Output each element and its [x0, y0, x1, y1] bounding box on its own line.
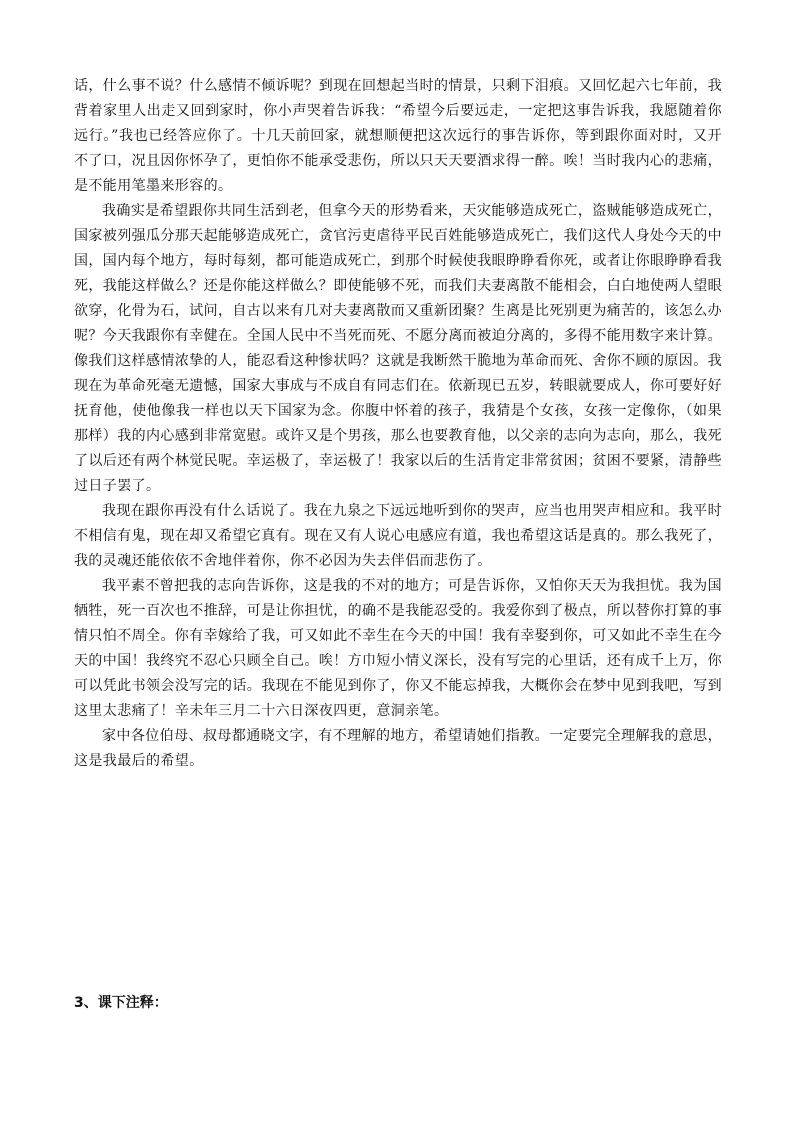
section-heading: 3、课下注释：	[74, 995, 168, 1011]
paragraph-5: 家中各位伯母、叔母都通晓文字，有不理解的地方，希望请她们指教。一定要完全理解我的意思，这是我最后的希望。	[74, 728, 722, 769]
paragraph-1: 话，什么事不说？什么感情不倾诉呢？到现在回想起当时的情景，只剩下泪痕。又回忆起六七年前，我背着家里人出走又回到家时，你小声哭着告诉我：“希望今后要远走，一定把这事告诉我，我愿随着你远行。”我也已经答应你了。十几天前回家，就想顺便把这次远行的事告诉你，等到跟你面对时，又开不了口，况且因你怀孕了，更怕你不能承受悲伤，所以只天天要酒求得一醉。唉！当时我内心的悲痛，是不能用笔墨来形容的。	[74, 78, 722, 194]
paragraph-4: 我平素不曾把我的志向告诉你，这是我的不对的地方；可是告诉你，又怕你天天为我担忧。我为国牺牲，死一百次也不推辞，可是让你担忧，的确不是我能忍受的。我爱你到了极点，所以替你打算的事情只怕不周全。你有幸嫁给了我，可又如此不幸生在今天的中国！我有幸娶到你，可又如此不幸生在今天的中国！我终究不忍心只顾全自己。唉！方巾短小情义深长，没有写完的心里话，还有成千上万，你可以凭此书领会没写完的话。我现在不能见到你了，你又不能忘掉我，大概你会在梦中见到我吧，写到这里太悲痛了！辛未年三月二十六日深夜四更，意洞亲笔。	[74, 578, 722, 719]
paragraph-3: 我现在跟你再没有什么话说了。我在九泉之下远远地听到你的哭声，应当也用哭声相应和。我平时不相信有鬼，现在却又希望它真有。现在又有人说心电感应有道，我也希望这话是真的。那么我死了，我的灵魂还能依依不舍地伴着你，你不必因为失去伴侣而悲伤了。	[74, 503, 722, 569]
paragraph-2: 我确实是希望跟你共同生活到老，但拿今天的形势看来，天灾能够造成死亡，盗贼能够造成死亡，国家被列强瓜分那天起能够造成死亡，贪官污吏虐待平民百姓能够造成死亡，我们这代人身处今天的中国，国内每个地方，每时每刻，都可能造成死亡，到那个时候使我眼睁睁看你死，或者让你眼睁睁看我死，我能这样做么？还是你能这样做么？即使能够不死，而我们夫妻离散不能相会，白白地使两人望眼欲穿，化骨为石，试问，自古以来有几对夫妻离散而又重新团聚？生离是比死别更为痛苦的，该怎么办呢？今天我跟你有幸健在。全国人民中不当死而死、不愿分离而被迫分离的，多得不能用数字来计算。像我们这样感情浓挚的人，能忍看这种惨状吗？这就是我断然干脆地为革命而死、舍你不顾的原因。我现在为革命死毫无遗憾，国家大事成与不成自有同志们在。依新现已五岁，转眼就要成人，你可要好好抚育他，使他像我一样也以天下国家为念。你腹中怀着的孩子，我猜是个女孩，女孩一定像你，（如果那样）我的内心感到非常宽慰。或许又是个男孩，那么也要教育他，以父亲的志向为志向，那么，我死了以后还有两个林觉民呢。幸运极了，幸运极了！我家以后的生活肯定非常贫困；贫困不要紧，清静些过日子罢了。	[74, 203, 722, 494]
letter-body	[74, 74, 722, 774]
